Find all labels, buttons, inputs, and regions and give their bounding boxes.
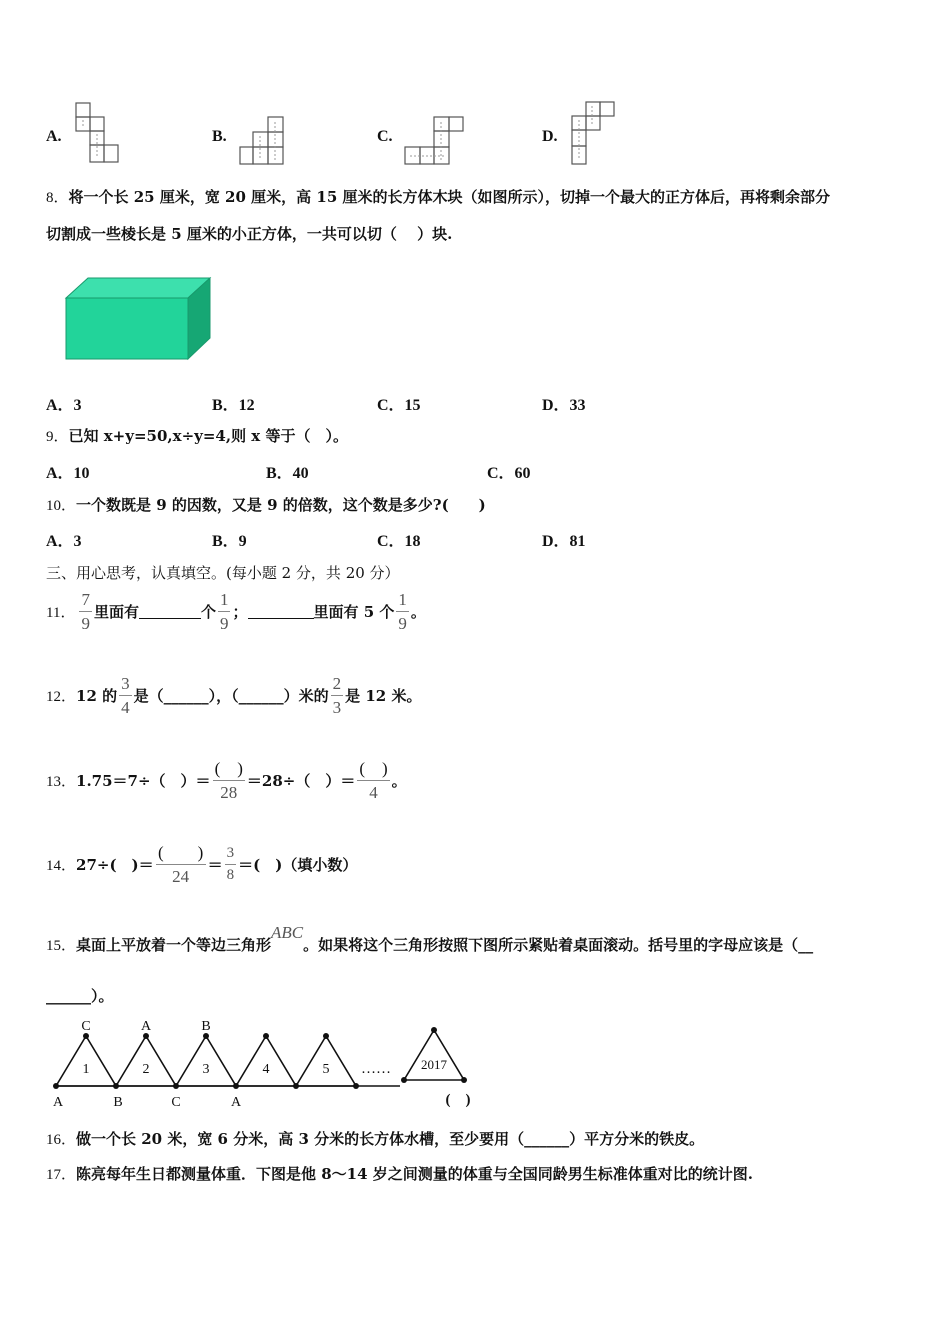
q8-option-d[interactable]: D．33 [542, 397, 586, 414]
q9-text: 已知 x+y=50,x÷y=4,则 x 等于（ ）。 [68, 427, 348, 445]
q10-option-b[interactable]: B．9 [212, 533, 247, 550]
q15-number: 15． [46, 938, 77, 954]
q14-fraction-blank-24[interactable]: $\frac{( )}{24}$ [156, 844, 206, 885]
q12-text-1: 12 的 [76, 686, 118, 705]
q17-line [46, 1163, 753, 1184]
q12-text-2[interactable]: 是（______），（______）米的 [133, 686, 329, 705]
q15-triangle-rolling-figure [46, 1016, 516, 1112]
q10-number: 10． [46, 498, 77, 514]
q8-text-line2: 切割成一些棱长是 5 厘米的小正方体，一共可以切（ ）块. [46, 225, 453, 243]
q14-number: 14． [46, 857, 77, 874]
q15-text-2[interactable]: 。如果将这个三角形按照下图所示紧贴着桌面滚动。括号里的字母应该是（__ [303, 936, 814, 954]
q10-text: 一个数既是 9 的因数，又是 9 的倍数，这个数是多少?( ) [76, 496, 486, 514]
q15-number-3: 3 [202, 1062, 210, 1077]
q14-text-3[interactable]: ＝( )（填小数） [238, 855, 358, 874]
q12-text-3: 是 12 米。 [345, 686, 422, 705]
q7-option-c-net[interactable] [402, 114, 466, 168]
q11-text-2: 个 [200, 602, 216, 621]
q10-option-a[interactable]: A．3 [46, 533, 82, 550]
q7-option-d-label: D. [542, 128, 558, 145]
q15-last-number: 2017 [421, 1057, 447, 1072]
q7-option-b-label: B. [212, 128, 227, 145]
q16-number: 16． [46, 1132, 77, 1148]
q11-number: 11． [46, 604, 76, 621]
q15-line2[interactable]: ______）。 [46, 987, 114, 1005]
q11-text-5: 。 [410, 602, 426, 621]
q15-bottom-label-4: A [230, 1095, 242, 1110]
q15-number-2: 2 [142, 1062, 150, 1077]
q8-option-a[interactable]: A．3 [46, 397, 82, 414]
q9-option-a[interactable]: A．10 [46, 465, 90, 482]
q15-bottom-label-3: C [171, 1095, 181, 1110]
q13-number: 13． [46, 773, 77, 790]
q15-answer-blank[interactable]: ( ) [445, 1092, 471, 1108]
q8-option-b[interactable]: B．12 [212, 397, 255, 414]
q9-option-c[interactable]: C．60 [487, 465, 531, 482]
q7-option-c-label: C. [377, 128, 393, 145]
q8-text-line1: 将一个长 25 厘米，宽 20 厘米，高 15 厘米的长方体木块（如图所示），切掉一个最大的正方体后，再将剩余部分 [68, 188, 830, 206]
q13-text-3: 。 [391, 771, 407, 790]
q11-blank-1[interactable] [139, 604, 201, 619]
q11-text-3: ； [232, 602, 248, 621]
q15-number-5: 5 [322, 1062, 330, 1077]
q8-cuboid-figure [64, 274, 212, 364]
q14-text-1[interactable]: 27÷( )＝ [76, 855, 154, 874]
q9-line [46, 425, 348, 446]
q10-option-c[interactable]: C．18 [377, 533, 421, 550]
q7-option-d-net[interactable] [570, 100, 618, 168]
q15-top-label-3: B [201, 1019, 211, 1034]
q14-fraction-3-8: $\frac{3}{8}$ [226, 844, 235, 883]
q15-line1 [46, 923, 814, 955]
q15-abc: ABC [271, 923, 304, 942]
q14-text-2: ＝ [207, 855, 223, 874]
q13-fraction-blank-4[interactable]: $\frac{( )}{4}$ [359, 758, 388, 802]
q7-option-b-net[interactable] [238, 114, 288, 168]
q17-number: 17． [46, 1167, 77, 1183]
q16-text[interactable]: 做一个长 20 米，宽 6 分米，高 3 分米的长方体水槽，至少要用（______）平方分米的铁皮。 [76, 1130, 705, 1148]
q15-number-1: 1 [82, 1062, 90, 1077]
q13-line [46, 752, 407, 808]
q7-option-a-label: A. [46, 128, 62, 145]
q11-blank-2[interactable] [248, 604, 314, 619]
q8-option-c[interactable]: C．15 [377, 397, 421, 414]
q15-top-label-2: A [140, 1019, 152, 1034]
q15-ellipsis: …… [361, 1061, 391, 1077]
q9-option-b[interactable]: B．40 [266, 465, 309, 482]
q15-bottom-label-2: B [113, 1095, 123, 1110]
q11-text-1: 里面有 [93, 602, 139, 621]
q13-text-2[interactable]: ＝28÷（ ）＝ [246, 771, 356, 790]
q11-fraction-7-9: $\frac{7}{9}$ [81, 589, 90, 633]
q13-fraction-blank-28[interactable]: $\frac{( )}{28}$ [214, 758, 243, 802]
q11-line [46, 586, 426, 636]
q12-line [46, 670, 421, 720]
q8-line1 [46, 186, 830, 207]
q11-fraction-1-9-b: $\frac{1}{9}$ [398, 589, 407, 633]
q14-line [46, 836, 357, 892]
q15-top-label-1: C [81, 1019, 91, 1034]
section-3-heading: 三、用心思考，认真填空。(每小题 2 分，共 20 分） [46, 564, 400, 582]
q12-number: 12． [46, 688, 77, 705]
q16-line [46, 1128, 704, 1149]
q13-text-1[interactable]: 1.75＝7÷（ ）＝ [76, 771, 211, 790]
q12-fraction-2-3: $\frac{2}{3}$ [332, 673, 342, 717]
q15-number-4: 4 [262, 1062, 270, 1077]
q9-number: 9． [46, 429, 69, 445]
q10-option-d[interactable]: D．81 [542, 533, 586, 550]
q15-bottom-label-1: A [52, 1095, 64, 1110]
q10-line [46, 494, 486, 515]
q11-fraction-1-9-a: $\frac{1}{9}$ [219, 589, 229, 633]
q17-text: 陈亮每年生日都测量体重．下图是他 8～14 岁之间测量的体重与全国同龄男生标准体重对比的统计图. [76, 1165, 753, 1183]
q8-number: 8． [46, 190, 69, 206]
q12-fraction-3-4: $\frac{3}{4}$ [121, 673, 130, 717]
q11-text-4: 里面有 5 个 [313, 602, 395, 621]
q15-text-1: 桌面上平放着一个等边三角形 [76, 936, 272, 954]
q7-option-a-net[interactable] [74, 100, 122, 168]
